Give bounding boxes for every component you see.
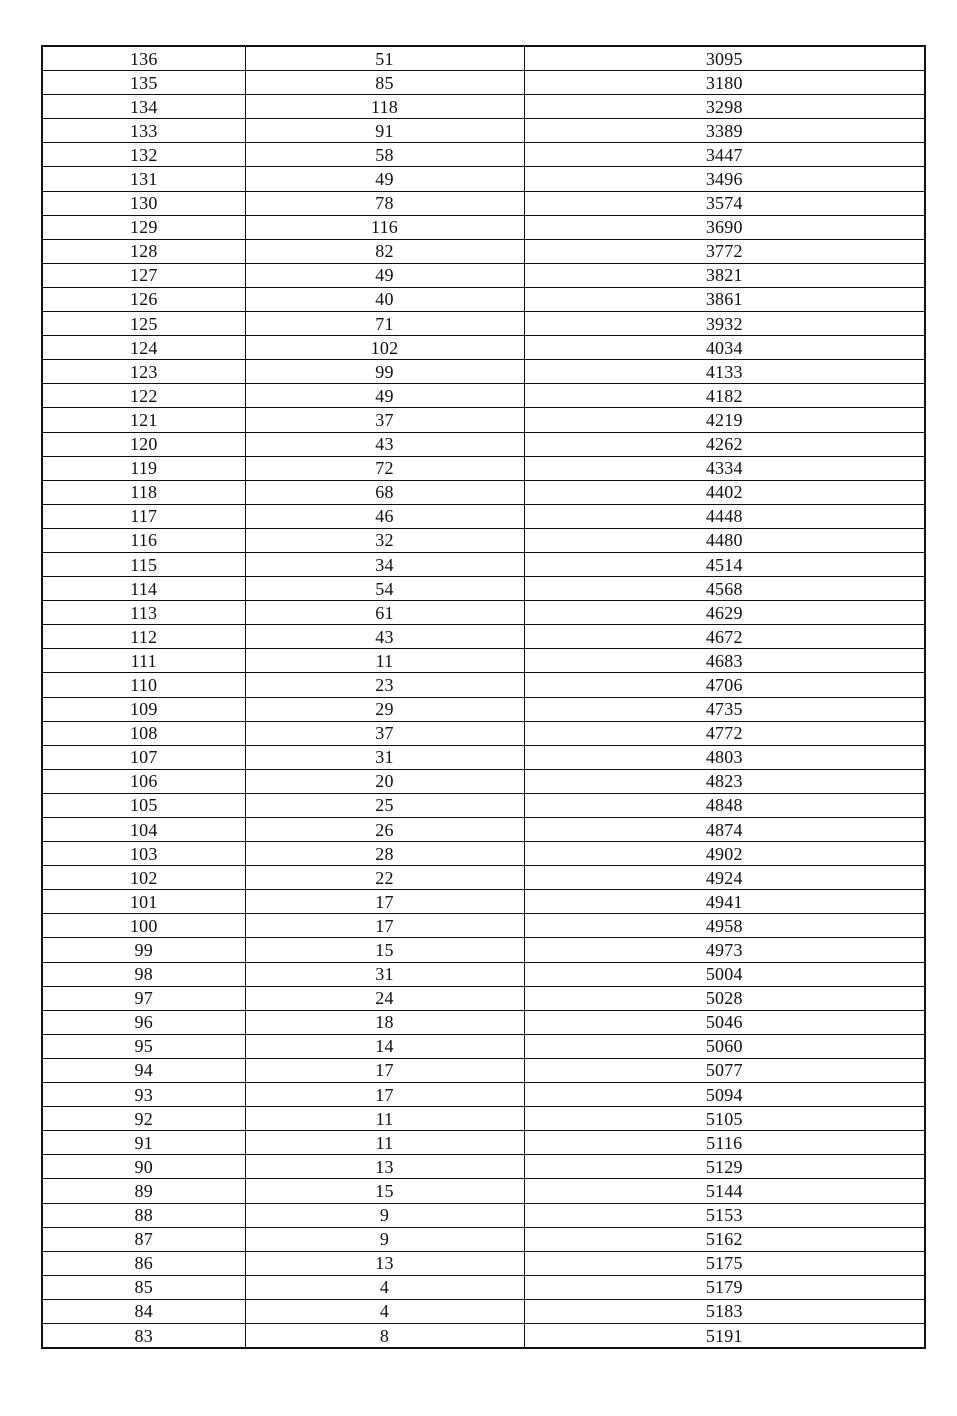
score-cell: 103: [42, 842, 245, 866]
count-cell: 25: [245, 793, 524, 817]
table-row: [42, 143, 925, 167]
document-page: [41, 45, 924, 1349]
score-cell: 88: [42, 1203, 245, 1227]
table-row: [42, 601, 925, 625]
score-cell: 121: [42, 408, 245, 432]
cumulative-cell: 5105: [524, 1107, 925, 1131]
cumulative-cell: 4874: [524, 818, 925, 842]
score-cell: 129: [42, 215, 245, 239]
score-cell: 108: [42, 721, 245, 745]
count-cell: 9: [245, 1203, 524, 1227]
count-cell: 23: [245, 673, 524, 697]
score-cell: 91: [42, 1131, 245, 1155]
table-row: [42, 745, 925, 769]
count-cell: 49: [245, 263, 524, 287]
cumulative-cell: 4973: [524, 938, 925, 962]
score-cell: 86: [42, 1251, 245, 1275]
count-cell: 11: [245, 1107, 524, 1131]
score-cell: 132: [42, 143, 245, 167]
count-cell: 4: [245, 1299, 524, 1323]
count-cell: 68: [245, 480, 524, 504]
cumulative-cell: 4706: [524, 673, 925, 697]
score-cell: 123: [42, 360, 245, 384]
score-cell: 107: [42, 745, 245, 769]
table-row: [42, 697, 925, 721]
count-cell: 28: [245, 842, 524, 866]
table-row: [42, 287, 925, 311]
count-cell: 78: [245, 191, 524, 215]
score-cell: 85: [42, 1275, 245, 1299]
cumulative-cell: 5162: [524, 1227, 925, 1251]
count-cell: 17: [245, 1058, 524, 1082]
count-cell: 11: [245, 649, 524, 673]
count-cell: 20: [245, 769, 524, 793]
cumulative-cell: 3496: [524, 167, 925, 191]
table-row: [42, 384, 925, 408]
table-row: [42, 456, 925, 480]
table-row: [42, 95, 925, 119]
cumulative-cell: 4262: [524, 432, 925, 456]
cumulative-cell: 5129: [524, 1155, 925, 1179]
cumulative-cell: 4924: [524, 866, 925, 890]
count-cell: 43: [245, 625, 524, 649]
score-cell: 122: [42, 384, 245, 408]
count-cell: 15: [245, 938, 524, 962]
count-cell: 18: [245, 1010, 524, 1034]
cumulative-cell: 3772: [524, 239, 925, 263]
table-row: [42, 818, 925, 842]
score-cell: 133: [42, 119, 245, 143]
table-row: [42, 793, 925, 817]
table-row: [42, 1203, 925, 1227]
table-row: [42, 1058, 925, 1082]
cumulative-cell: 4803: [524, 745, 925, 769]
count-cell: 99: [245, 360, 524, 384]
table-row: [42, 1107, 925, 1131]
table-row: [42, 673, 925, 697]
cumulative-cell: 5153: [524, 1203, 925, 1227]
score-cell: 120: [42, 432, 245, 456]
cumulative-cell: 5179: [524, 1275, 925, 1299]
cumulative-cell: 5191: [524, 1323, 925, 1348]
cumulative-cell: 4772: [524, 721, 925, 745]
table-row: [42, 938, 925, 962]
cumulative-cell: 3298: [524, 95, 925, 119]
score-cell: 97: [42, 986, 245, 1010]
table-row: [42, 360, 925, 384]
cumulative-cell: 4958: [524, 914, 925, 938]
table-row: [42, 625, 925, 649]
count-cell: 24: [245, 986, 524, 1010]
count-cell: 51: [245, 46, 524, 71]
score-cell: 131: [42, 167, 245, 191]
count-cell: 49: [245, 384, 524, 408]
cumulative-cell: 3932: [524, 312, 925, 336]
table-row: [42, 1034, 925, 1058]
score-cell: 112: [42, 625, 245, 649]
cumulative-cell: 4568: [524, 577, 925, 601]
count-cell: 17: [245, 1083, 524, 1107]
cumulative-cell: 4182: [524, 384, 925, 408]
cumulative-cell: 5116: [524, 1131, 925, 1155]
table-row: [42, 1131, 925, 1155]
cumulative-cell: 4672: [524, 625, 925, 649]
table-row: [42, 1179, 925, 1203]
score-distribution-table: [41, 45, 926, 1349]
count-cell: 22: [245, 866, 524, 890]
table-row: [42, 1227, 925, 1251]
count-cell: 61: [245, 601, 524, 625]
table-row: [42, 890, 925, 914]
cumulative-cell: 3447: [524, 143, 925, 167]
count-cell: 11: [245, 1131, 524, 1155]
count-cell: 85: [245, 71, 524, 95]
table-row: [42, 842, 925, 866]
count-cell: 31: [245, 745, 524, 769]
count-cell: 72: [245, 456, 524, 480]
table-row: [42, 504, 925, 528]
table-row: [42, 167, 925, 191]
cumulative-cell: 4034: [524, 336, 925, 360]
score-cell: 128: [42, 239, 245, 263]
score-cell: 136: [42, 46, 245, 71]
count-cell: 34: [245, 552, 524, 576]
table-row: [42, 577, 925, 601]
cumulative-cell: 4448: [524, 504, 925, 528]
count-cell: 37: [245, 408, 524, 432]
score-cell: 102: [42, 866, 245, 890]
cumulative-cell: 4683: [524, 649, 925, 673]
count-cell: 49: [245, 167, 524, 191]
cumulative-cell: 4334: [524, 456, 925, 480]
count-cell: 29: [245, 697, 524, 721]
table-row: [42, 263, 925, 287]
cumulative-cell: 4735: [524, 697, 925, 721]
score-cell: 89: [42, 1179, 245, 1203]
cumulative-cell: 3389: [524, 119, 925, 143]
score-cell: 126: [42, 287, 245, 311]
score-cell: 127: [42, 263, 245, 287]
count-cell: 43: [245, 432, 524, 456]
cumulative-cell: 3690: [524, 215, 925, 239]
score-cell: 90: [42, 1155, 245, 1179]
count-cell: 13: [245, 1251, 524, 1275]
table-row: [42, 191, 925, 215]
cumulative-cell: 5046: [524, 1010, 925, 1034]
count-cell: 17: [245, 914, 524, 938]
score-cell: 84: [42, 1299, 245, 1323]
score-cell: 119: [42, 456, 245, 480]
cumulative-cell: 3574: [524, 191, 925, 215]
cumulative-cell: 4402: [524, 480, 925, 504]
cumulative-cell: 4480: [524, 528, 925, 552]
table-body: [42, 46, 925, 1348]
table-row: [42, 721, 925, 745]
count-cell: 116: [245, 215, 524, 239]
table-row: [42, 312, 925, 336]
cumulative-cell: 5175: [524, 1251, 925, 1275]
count-cell: 9: [245, 1227, 524, 1251]
count-cell: 91: [245, 119, 524, 143]
count-cell: 40: [245, 287, 524, 311]
score-cell: 109: [42, 697, 245, 721]
count-cell: 82: [245, 239, 524, 263]
cumulative-cell: 3821: [524, 263, 925, 287]
score-cell: 111: [42, 649, 245, 673]
table-row: [42, 1155, 925, 1179]
count-cell: 31: [245, 962, 524, 986]
table-row: [42, 71, 925, 95]
score-cell: 92: [42, 1107, 245, 1131]
table-row: [42, 1323, 925, 1348]
count-cell: 13: [245, 1155, 524, 1179]
score-cell: 101: [42, 890, 245, 914]
cumulative-cell: 3095: [524, 46, 925, 71]
count-cell: 58: [245, 143, 524, 167]
table-row: [42, 408, 925, 432]
score-cell: 99: [42, 938, 245, 962]
score-cell: 113: [42, 601, 245, 625]
score-cell: 124: [42, 336, 245, 360]
score-cell: 114: [42, 577, 245, 601]
cumulative-cell: 5144: [524, 1179, 925, 1203]
score-cell: 98: [42, 962, 245, 986]
table-row: [42, 866, 925, 890]
score-cell: 106: [42, 769, 245, 793]
count-cell: 118: [245, 95, 524, 119]
count-cell: 46: [245, 504, 524, 528]
table-row: [42, 336, 925, 360]
cumulative-cell: 4823: [524, 769, 925, 793]
score-cell: 134: [42, 95, 245, 119]
cumulative-cell: 4514: [524, 552, 925, 576]
score-cell: 96: [42, 1010, 245, 1034]
table-row: [42, 239, 925, 263]
cumulative-cell: 5004: [524, 962, 925, 986]
score-cell: 110: [42, 673, 245, 697]
table-row: [42, 1251, 925, 1275]
count-cell: 8: [245, 1323, 524, 1348]
cumulative-cell: 5060: [524, 1034, 925, 1058]
score-cell: 115: [42, 552, 245, 576]
cumulative-cell: 4133: [524, 360, 925, 384]
score-cell: 125: [42, 312, 245, 336]
score-cell: 105: [42, 793, 245, 817]
cumulative-cell: 3180: [524, 71, 925, 95]
score-cell: 118: [42, 480, 245, 504]
count-cell: 14: [245, 1034, 524, 1058]
table-row: [42, 215, 925, 239]
cumulative-cell: 4941: [524, 890, 925, 914]
cumulative-cell: 5183: [524, 1299, 925, 1323]
cumulative-cell: 5028: [524, 986, 925, 1010]
count-cell: 37: [245, 721, 524, 745]
count-cell: 102: [245, 336, 524, 360]
table-row: [42, 46, 925, 71]
table-row: [42, 914, 925, 938]
score-cell: 95: [42, 1034, 245, 1058]
score-cell: 94: [42, 1058, 245, 1082]
table-row: [42, 649, 925, 673]
count-cell: 32: [245, 528, 524, 552]
score-cell: 135: [42, 71, 245, 95]
cumulative-cell: 4219: [524, 408, 925, 432]
count-cell: 17: [245, 890, 524, 914]
score-cell: 100: [42, 914, 245, 938]
table-row: [42, 986, 925, 1010]
count-cell: 54: [245, 577, 524, 601]
count-cell: 4: [245, 1275, 524, 1299]
cumulative-cell: 4902: [524, 842, 925, 866]
table-row: [42, 769, 925, 793]
score-cell: 93: [42, 1083, 245, 1107]
cumulative-cell: 3861: [524, 287, 925, 311]
table-row: [42, 962, 925, 986]
table-row: [42, 1010, 925, 1034]
table-row: [42, 480, 925, 504]
score-cell: 117: [42, 504, 245, 528]
table-row: [42, 528, 925, 552]
score-cell: 116: [42, 528, 245, 552]
cumulative-cell: 5077: [524, 1058, 925, 1082]
cumulative-cell: 5094: [524, 1083, 925, 1107]
score-cell: 83: [42, 1323, 245, 1348]
table-row: [42, 552, 925, 576]
cumulative-cell: 4848: [524, 793, 925, 817]
score-cell: 104: [42, 818, 245, 842]
table-row: [42, 1083, 925, 1107]
count-cell: 26: [245, 818, 524, 842]
count-cell: 15: [245, 1179, 524, 1203]
table-row: [42, 1275, 925, 1299]
table-row: [42, 1299, 925, 1323]
cumulative-cell: 4629: [524, 601, 925, 625]
table-row: [42, 432, 925, 456]
table-row: [42, 119, 925, 143]
count-cell: 71: [245, 312, 524, 336]
score-cell: 130: [42, 191, 245, 215]
score-cell: 87: [42, 1227, 245, 1251]
